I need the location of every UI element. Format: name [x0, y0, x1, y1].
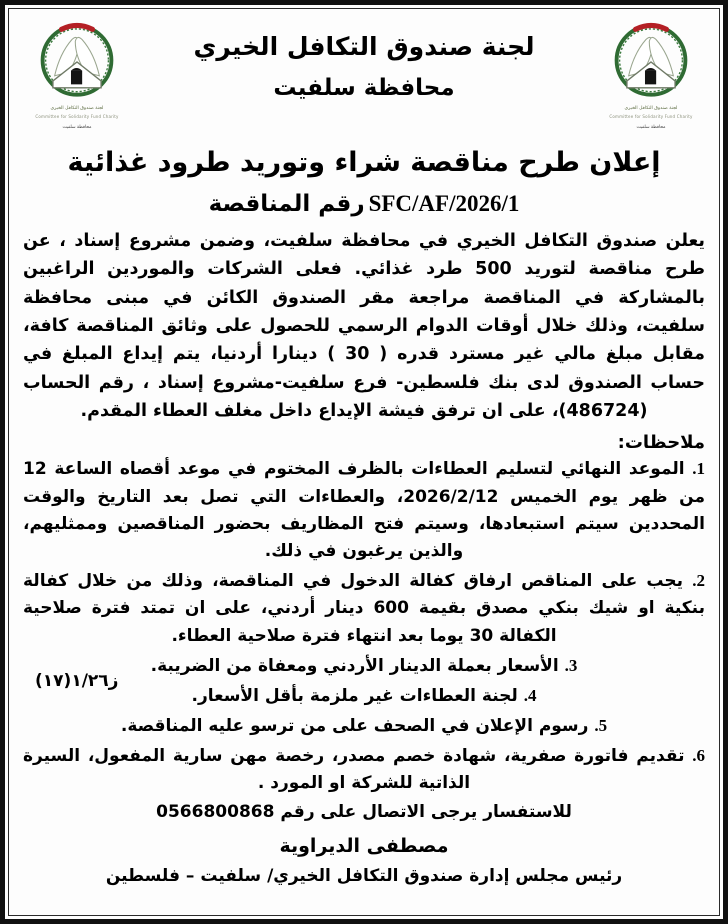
note-item	[23, 455, 705, 565]
note-number: 3.	[564, 655, 578, 675]
logo-subtitle: محافظة سلفيت	[62, 124, 92, 130]
note-number: 5.	[594, 716, 608, 736]
logo-caption-ar: لجنة صندوق التكافل الخيري	[624, 106, 678, 111]
note-item	[23, 652, 705, 680]
logo-caption-en: Committee for Solidarity Fund Charity	[609, 113, 693, 119]
signatory-role: رئيس مجلس إدارة صندوق التكافل الخيري/ سلفيت – فلسطين	[105, 865, 623, 886]
note-number: 4.	[523, 685, 537, 705]
tender-number-label: رقم المناقصة	[208, 191, 365, 218]
tender-number-line	[23, 190, 705, 219]
notes-label: ملاحظات:	[617, 432, 705, 454]
note-text: تقديم فاتورة صفرية، شهادة خصم مصدر، رخصة مهن سارية المفعول، السيرة الذاتية للشركة او المورد .	[23, 746, 685, 794]
contact-line: للاستفسار يرجى الاتصال على رقم 0566800868	[156, 801, 572, 822]
logo-caption-en: Committee for Solidarity Fund Charity	[35, 113, 119, 119]
charity-fund-logo-icon	[608, 19, 694, 105]
reference-code: ز١/٢٦(١٧)	[35, 671, 119, 691]
notes-list	[23, 455, 705, 797]
poster-inner-frame	[8, 8, 720, 916]
note-text: الأسعار بعملة الدينار الأردني ومعفاة من الضريبة.	[150, 655, 559, 676]
note-text: يجب على المناقص ارفاق كفالة الدخول في المناقصة، وذلك من خلال كفالة بنكية او شيك بنكي مصدق بقيمة 600 دينار أردني، على ان تمتد فترة صلاحية الكفالة 30 يوما بعد انتهاء فترة صلاحية العطاء.	[23, 571, 706, 646]
signatory-name: مصطفى الديراوية	[279, 834, 449, 857]
note-number: 6.	[692, 746, 705, 766]
poster-header	[23, 15, 705, 143]
logo-left	[23, 15, 131, 130]
note-item	[23, 712, 705, 740]
announcement-headline: إعلان طرح مناقصة شراء وتوريد طرود غذائية	[67, 147, 661, 178]
note-item	[23, 567, 705, 650]
organization-title: لجنة صندوق التكافل الخيري	[193, 32, 535, 61]
header-titles	[131, 15, 597, 103]
note-item	[23, 682, 705, 710]
note-text: رسوم الإعلان في الصحف على من ترسو عليه المناقصة.	[120, 716, 589, 737]
tender-number-code: SFC/AF/2026/1	[368, 191, 520, 217]
governorate-title: محافظة سلفيت	[273, 75, 455, 102]
note-number: 2.	[692, 571, 705, 591]
note-text: الموعد النهائي لتسليم العطاءات بالظرف المختوم في موعد أقصاه الساعة 12 من ظهر يوم الخميس 2026/2/12، والعطاءات التي تصل بعد التاريخ والوقت المحددين سيتم استبعادها، وسيتم فتح المظاريف بحضور المناقصين وممثليهم، والذين يرغبون في ذلك.	[23, 459, 705, 561]
logo-subtitle: محافظة سلفيت	[636, 124, 666, 130]
logo-caption-ar: لجنة صندوق التكافل الخيري	[50, 106, 104, 111]
announcement-body: يعلن صندوق التكافل الخيري في محافظة سلفيت، وضمن مشروع إسناد ، عن طرح مناقصة لتوريد 500 طرد غذائي. فعلى الشركات والموردين الراغبين بالمشاركة في المناقصة مراجعة مقر الصندوق الكائن في مبنى محافظة سلفيت، وذلك خلال أوقات الدوام الرسمي للحصول على وثائق المناقصة كافة، مقابل مبلغ مالي غير مسترد قدره ( 30 ) دينارا أردنيا، يتم إيداع المبلغ في حساب الصندوق لدى بنك فلسطين- فرع سلفيت-مشروع إسناد ، رقم الحساب (486724)، على ان ترفق فيشة الإيداع داخل مغلف العطاء المقدم.	[23, 230, 705, 422]
note-text: لجنة العطاءات غير ملزمة بأقل الأسعار.	[191, 685, 518, 706]
charity-fund-logo-icon	[34, 19, 120, 105]
logo-right	[597, 15, 705, 130]
note-number: 1.	[692, 459, 705, 479]
note-item	[23, 742, 705, 797]
